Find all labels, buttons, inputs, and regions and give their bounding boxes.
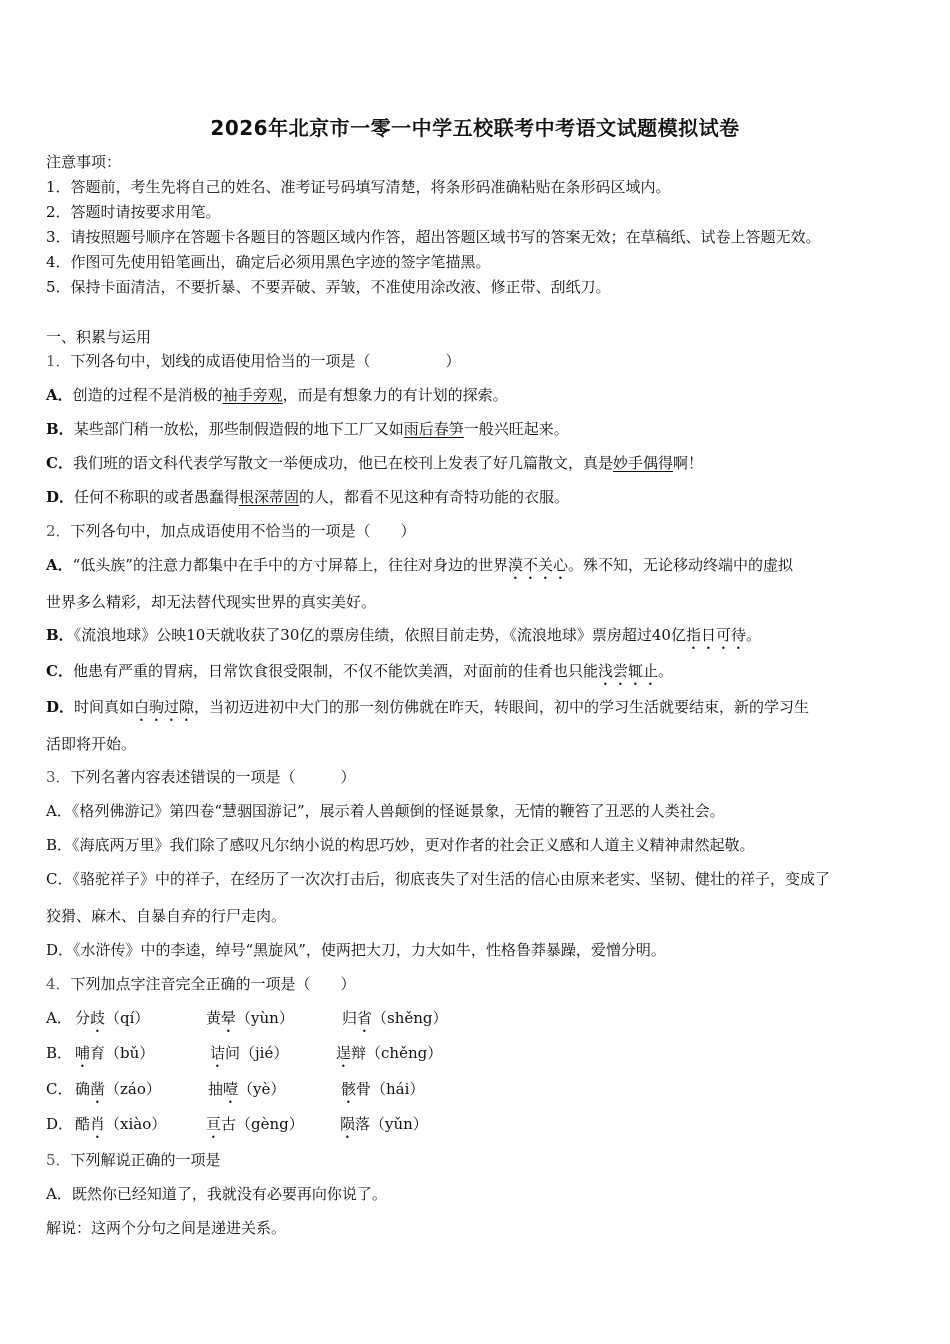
underlined-idiom: 根深蒂固 [239,488,300,506]
q3-option-c-cont: 狡猾、麻木、自暴自弃的行尸走肉。 [46,907,287,925]
q4-option-d-word-3: 陨落（yǔn） [340,1115,428,1133]
question-number: 2． [46,522,71,540]
q4-option-d-word-1: 酷肖（xiào） [75,1115,167,1133]
question-3-stem: 3．下列名著内容表述错误的一项是（ ） [46,768,356,786]
q4-option-c-word-3: 骸骨（hái） [341,1080,425,1098]
q2-option-b: B．《流浪地球》公映10天就收获了30亿的票房佳绩，依照目前走势，《流浪地球》票房超过40亿指日可待。 [46,626,761,644]
q2-option-d-cont: 活即将开始。 [46,735,137,753]
question-number: 5． [46,1151,71,1169]
underlined-idiom: 袖手旁观 [222,386,283,404]
section-heading: 一、积累与运用 [46,328,152,346]
q1-option-a: A．创造的过程不是消极的袖手旁观，而是有想象力的有计划的探索。 [46,386,508,404]
dotted-idiom: 指日可待 [685,626,746,644]
q1-option-c: C．我们班的语文科代表学写散文一举便成功，他已在校刊上发表了好几篇散文，真是妙手偶得啊！ [46,454,703,472]
q4-option-c-label: C． [46,1080,73,1098]
q3-option-d: D．《水浒传》中的李逵，绰号“黑旋风”，使两把大刀，力大如牛，性格鲁莽暴躁，爱憎分明。 [46,941,666,959]
q4-option-b-word-2: 诘问（jié） [210,1044,289,1062]
notice-item-1: 1．答题前，考生先将自己的姓名、准考证号码填写清楚，将条形码准确粘贴在条形码区域内。 [46,178,671,196]
notice-item-2: 2．答题时请按要求用笔。 [46,203,221,221]
q4-option-a-word-3: 归省（shěng） [342,1009,448,1027]
q4-option-d-word-2: 亘古（gèng） [206,1115,304,1133]
q4-option-b-word-1: 哺育（bǔ） [75,1044,155,1062]
q4-option-c-word-2: 抽噎（yè） [208,1080,286,1098]
q4-option-a-label: A． [46,1009,72,1027]
notice-item-3: 3．请按照题号顺序在答题卡各题目的答题区域内作答，超出答题区域书写的答案无效；在草稿纸、试卷上答题无效。 [46,228,821,246]
underlined-idiom: 雨后春笋 [403,420,464,438]
notice-item-5: 5．保持卡面清洁，不要折暴、不要弄破、弄皱，不准使用涂改液、修正带、刮纸刀。 [46,278,611,296]
q1-option-d: D．任何不称职的或者愚蠢得根深蒂固的人，都看不见这种有奇特功能的衣服。 [46,488,570,506]
question-2-stem: 2．下列各句中，加点成语使用不恰当的一项是（ ） [46,522,416,540]
q3-option-b: B．《海底两万里》我们除了感叹凡尔纳小说的构思巧妙，更对作者的社会正义感和人道主义精神肃然起敬。 [46,836,755,854]
question-number: 3． [46,768,71,786]
q3-option-c: C．《骆驼祥子》中的祥子，在经历了一次次打击后，彻底丧失了对生活的信心由原来老实、坚韧、健壮的祥子，变成了 [46,870,830,888]
question-number: 4． [46,975,71,993]
notice-item-4: 4．作图可先使用铅笔画出，确定后必须用黑色字迹的签字笔描黑。 [46,253,491,271]
q4-option-b-label: B． [46,1044,73,1062]
notice-heading: 注意事项： [46,153,122,171]
q2-option-a-cont: 世界多么精彩，却无法替代现实世界的真实美好。 [46,593,377,611]
dotted-idiom: 浅尝辄止 [597,662,658,680]
q5-option-a: A．既然你已经知道了，我就没有必要再向你说了。 [46,1185,387,1203]
q4-option-b-word-3: 逞辩（chěng） [336,1044,443,1062]
q4-option-a-word-2: 黄晕（yùn） [206,1009,294,1027]
q4-option-c-word-1: 确凿（záo） [75,1080,161,1098]
q4-option-a-word-1: 分歧（qí） [75,1009,150,1027]
q4-option-d-label: D． [46,1115,74,1133]
q2-option-c: C．他患有严重的胃病，日常饮食很受限制，不仅不能饮美酒，对面前的佳肴也只能浅尝辄止。 [46,662,673,680]
dotted-idiom: 漠不关心 [507,556,568,574]
question-number: 1． [46,352,71,370]
q1-option-b: B．某些部门稍一放松，那些制假造假的地下工厂又如雨后春笋一般兴旺起来。 [46,420,569,438]
q3-option-a: A．《格列佛游记》第四卷“慧骃国游记”，展示着人兽颠倒的怪诞景象，无情的鞭笞了丑恶的人类社会。 [46,802,725,820]
page-title: 2026年北京市一零一中学五校联考中考语文试题模拟试卷 [210,116,740,140]
question-4-stem: 4．下列加点字注音完全正确的一项是（ ） [46,975,356,993]
question-5-stem: 5．下列解说正确的一项是 [46,1151,221,1169]
q2-option-a: A．“低头族”的注意力都集中在手中的方寸屏幕上，往往对身边的世界漠不关心。殊不知，无论移动终端中的虚拟 [46,556,794,574]
underlined-idiom: 妙手偶得 [612,454,673,472]
question-1-stem: 1．下列各句中，划线的成语使用恰当的一项是（ ） [46,352,461,370]
q2-option-d: D．时间真如白驹过隙，当初迈进初中大门的那一刻仿佛就在昨天，转眼间，初中的学习生活就要结束，新的学习生 [46,698,810,716]
dotted-idiom: 白驹过隙 [134,698,195,716]
q5-explanation: 解说：这两个分句之间是递进关系。 [46,1219,287,1237]
